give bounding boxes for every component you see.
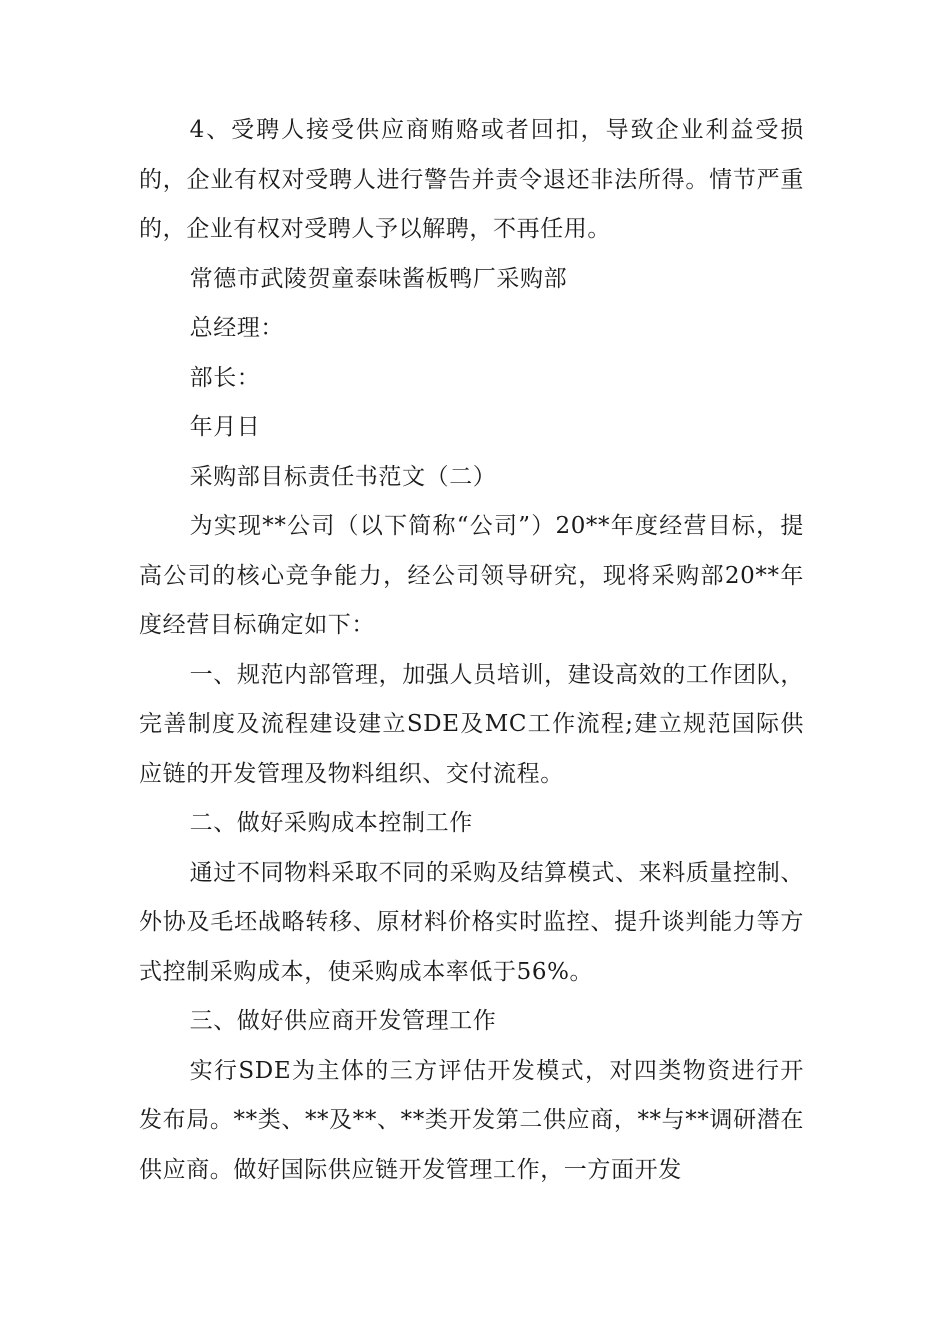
paragraph-cost-control: 通过不同物料采取不同的采购及结算模式、来料质量控制、外协及毛坯战略转移、原材料价格实时监控、提升谈判能力等方式控制采购成本，使采购成本率低于56%。 (139, 859, 804, 985)
paragraph-penalty-clause: 4、受聘人接受供应商贿赂或者回扣，导致企业利益受损的，企业有权对受聘人进行警告并责令退还非法所得。情节严重的，企业有权对受聘人予以解聘，不再任用。 (139, 117, 804, 242)
paragraph-intro: 为实现**公司（以下简称“公司”）20**年度经营目标，提高公司的核心竞争能力，经公司领导研究，现将采购部20**年度经营目标确定如下： (139, 513, 804, 638)
section-title: 采购部目标责任书范文（二） (189, 463, 497, 490)
paragraph-supplier-development: 实行SDE为主体的三方评估开发模式，对四类物资进行开发布局。**类、**及**、**类开发第二供应商，**与**调研潜在供应商。做好国际供应链开发管理工作，一方面开发 (139, 1057, 804, 1183)
document-body (139, 106, 804, 1195)
paragraph-item-one: 一、规范内部管理，加强人员培训，建设高效的工作团队，完善制度及流程建设建立SDE及MC工作流程;建立规范国际供应链的开发管理及物料组织、交付流程。 (139, 661, 804, 787)
signature-company: 常德市武陵贺童泰味酱板鸭厂采购部 (189, 265, 568, 292)
heading-item-two: 二、做好采购成本控制工作 (189, 810, 473, 836)
signature-date: 年月日 (189, 414, 261, 440)
signature-general-manager: 总经理： (189, 315, 284, 341)
heading-item-three: 三、做好供应商开发管理工作 (189, 1008, 497, 1034)
signature-minister: 部长： (189, 364, 261, 391)
